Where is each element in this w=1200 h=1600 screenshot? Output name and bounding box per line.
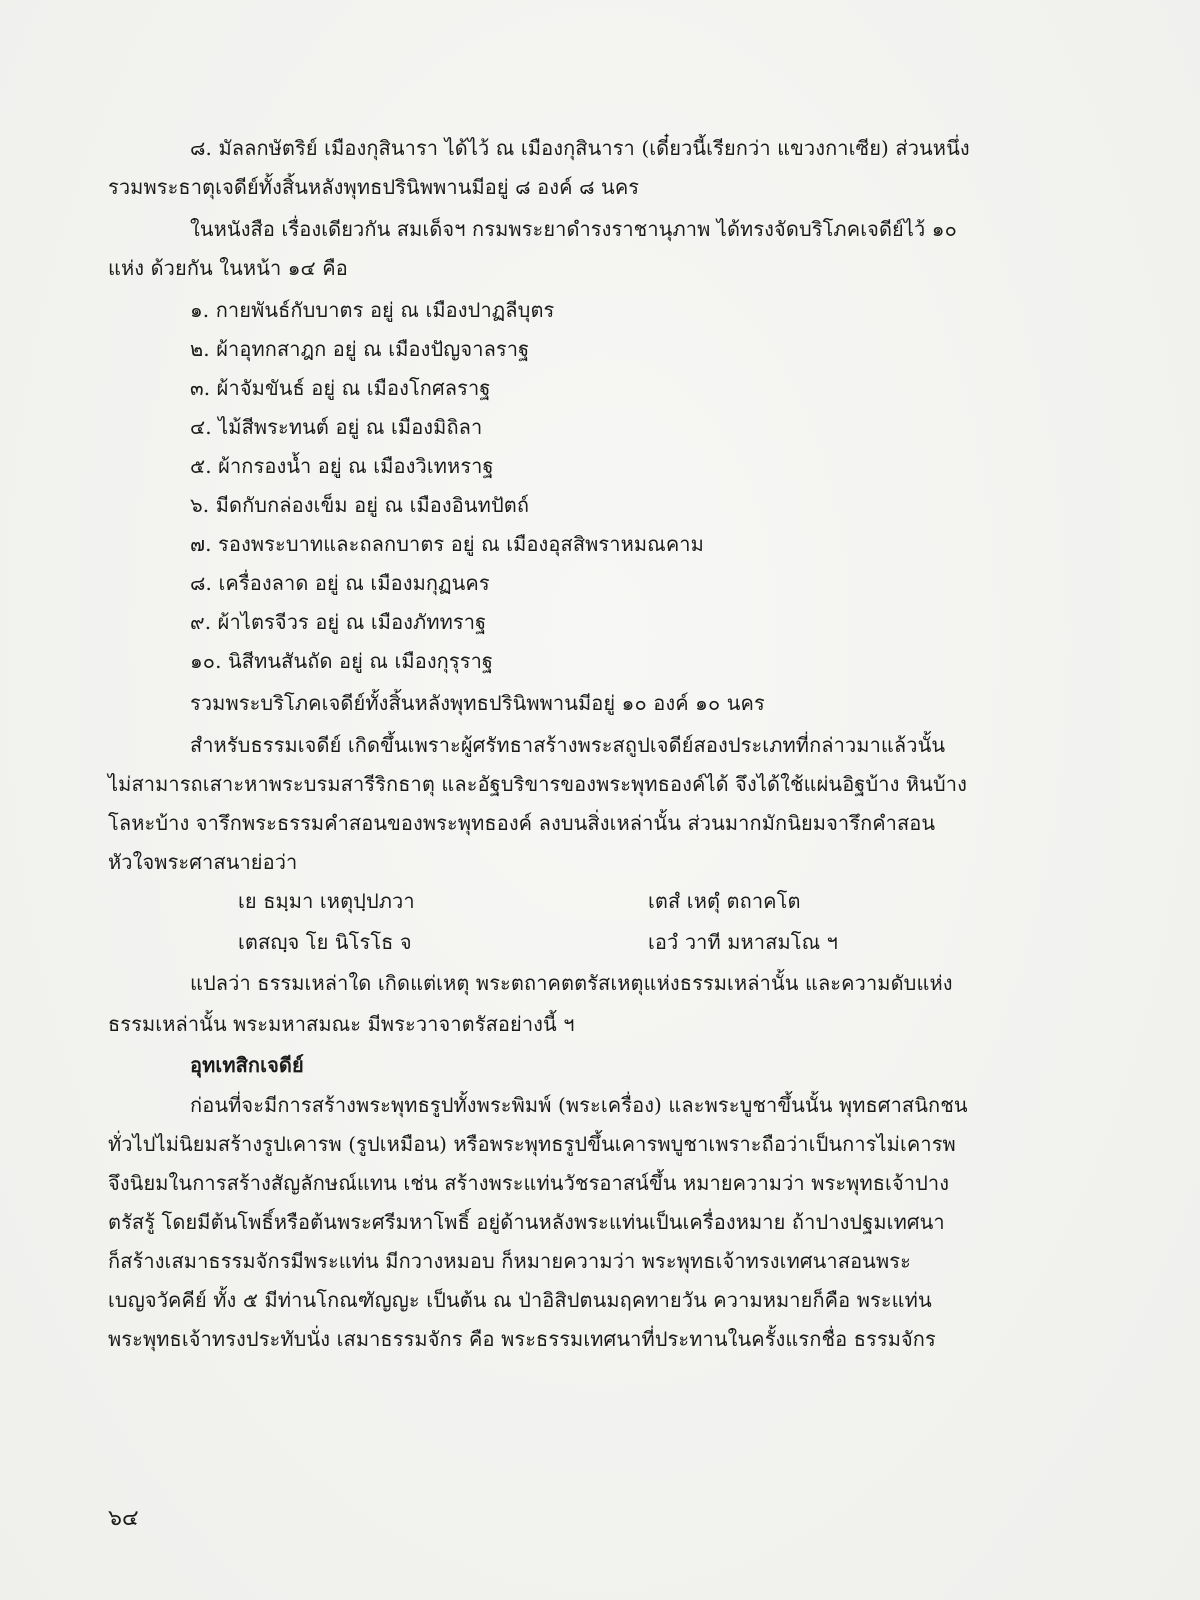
paragraph-dhamma-line-2: ไม่สามารถเสาะหาพระบรมสารีริกธาตุ และอัฐบริขารของพระพุทธองค์ได้ จึงได้ใช้แผ่นอิฐบ้าง หินบ้าง [108,772,967,796]
paragraph-uddesika-line-4: ตรัสรู้ โดยมีต้นโพธิ์หรือต้นพระศรีมหาโพธิ์ อยู่ด้านหลังพระแท่นเป็นเครื่องหมาย ถ้าปางปฐมเทศนา [108,1210,945,1234]
paragraph-uddesika-line-5: ก็สร้างเสมาธรรมจักรมีพระแท่น มีกวางหมอบ ก็หมายความว่า พระพุทธเจ้าทรงเทศนาสอนพระ [108,1249,911,1273]
paragraph-translation-line-1: แปลว่า ธรรมเหล่าใด เกิดแต่เหตุ พระตถาคตตรัสเหตุแห่งธรรมเหล่านั้น และความดับแห่ง [190,971,953,995]
list-item-1: ๑. กายพันธ์กับบาตร อยู่ ณ เมืองปาฏลีบุตร [190,298,555,322]
paragraph-uddesika-line-7: พระพุทธเจ้าทรงประทับนั่ง เสมาธรรมจักร คือ พระธรรมเทศนาที่ประทานในครั้งแรกชื่อ ธรรมจักร [108,1327,936,1351]
list-item-2: ๒. ผ้าอุทกสาฎก อยู่ ณ เมืองปัญจาลราฐ [190,337,530,361]
section-heading: อุทเทสิกเจดีย์ [190,1053,304,1077]
summary-line: รวมพระบริโภคเจดีย์ทั้งสิ้นหลังพุทธปรินิพพานมีอยู่ ๑๐ องค์ ๑๐ นคร [190,691,765,715]
list-item-8: ๘. เครื่องลาด อยู่ ณ เมืองมกุฏนคร [190,571,490,595]
list-item-4: ๔. ไม้สีพระทนต์ อยู่ ณ เมืองมิถิลา [190,415,483,439]
verse-row-1-right: เตสํ เหตุํ ตถาคโต [648,889,801,913]
verse-row-2-right: เอวํ วาที มหาสมโณ ฯ [648,930,839,954]
list-item-3: ๓. ผ้าจัมขันธ์ อยู่ ณ เมืองโกศลราฐ [190,376,491,400]
paragraph-mallakasat-line-1: ๘. มัลลกษัตริย์ เมืองกุสินารา ได้ไว้ ณ เมืองกุสินารา (เดี๋ยวนี้เรียกว่า แขวงกาเซีย) ส่วนหนึ่ง [190,136,970,160]
paragraph-uddesika-line-6: เบญจวัคคีย์ ทั้ง ๕ มีท่านโกณฑัญญะ เป็นต้น ณ ป่าอิสิปตนมฤคทายวัน ความหมายก็คือ พระแท่น [108,1288,932,1312]
paragraph-dhamma-line-4: หัวใจพระศาสนาย่อว่า [108,850,298,874]
paragraph-uddesika-line-2: ทั่วไปไม่นิยมสร้างรูปเคารพ (รูปเหมือน) หรือพระพุทธรูปขึ้นเคารพบูชาเพราะถือว่าเป็นการไม่เคารพ [108,1132,956,1156]
paragraph-dhamma-line-3: โลหะบ้าง จารึกพระธรรมคำสอนของพระพุทธองค์ ลงบนสิ่งเหล่านั้น ส่วนมากมักนิยมจารึกคำสอน [108,811,936,835]
page-number: ๖๔ [108,1506,139,1531]
list-item-5: ๕. ผ้ากรองน้ำ อยู่ ณ เมืองวิเทหราฐ [190,454,494,478]
paragraph-uddesika-line-1: ก่อนที่จะมีการสร้างพระพุทธรูปทั้งพระพิมพ์ (พระเครื่อง) และพระบูชาขึ้นนั้น พุทธศาสนิกชน [190,1093,968,1117]
list-item-10: ๑๐. นิสีทนสันถัด อยู่ ณ เมืองกุรุราฐ [190,649,494,673]
paragraph-book-line-1: ในหนังสือ เรื่องเดียวกัน สมเด็จฯ กรมพระยาดำรงราชานุภาพ ได้ทรงจัดบริโภคเจดีย์ไว้ ๑๐ [190,217,957,241]
paragraph-dhamma-line-1: สำหรับธรรมเจดีย์ เกิดขึ้นเพราะผู้ศรัทธาสร้างพระสถูปเจดีย์สองประเภทที่กล่าวมาแล้วนั้น [190,733,946,757]
list-item-9: ๙. ผ้าไตรจีวร อยู่ ณ เมืองภัททราฐ [190,610,487,634]
paragraph-translation-line-2: ธรรมเหล่านั้น พระมหาสมณะ มีพระวาจาตรัสอย่างนี้ ฯ [108,1012,575,1036]
verse-row-2-left: เตสญฺจ โย นิโรโธ จ [238,930,412,954]
paragraph-mallakasat-line-2: รวมพระธาตุเจดีย์ทั้งสิ้นหลังพุทธปรินิพพานมีอยู่ ๘ องค์ ๘ นคร [108,175,640,199]
verse-row-1-left: เย ธมฺมา เหตุปฺปภวา [238,889,415,913]
paragraph-book-line-2: แห่ง ด้วยกัน ในหน้า ๑๔ คือ [108,256,348,280]
list-item-6: ๖. มีดกับกล่องเข็ม อยู่ ณ เมืองอินทปัตถ์ [190,493,530,517]
list-item-7: ๗. รองพระบาทและถลกบาตร อยู่ ณ เมืองอุสสิพราหมณคาม [190,532,704,556]
paragraph-uddesika-line-3: จึงนิยมในการสร้างสัญลักษณ์แทน เช่น สร้างพระแท่นวัชรอาสน์ขึ้น หมายความว่า พระพุทธเจ้าปาง [108,1171,950,1195]
